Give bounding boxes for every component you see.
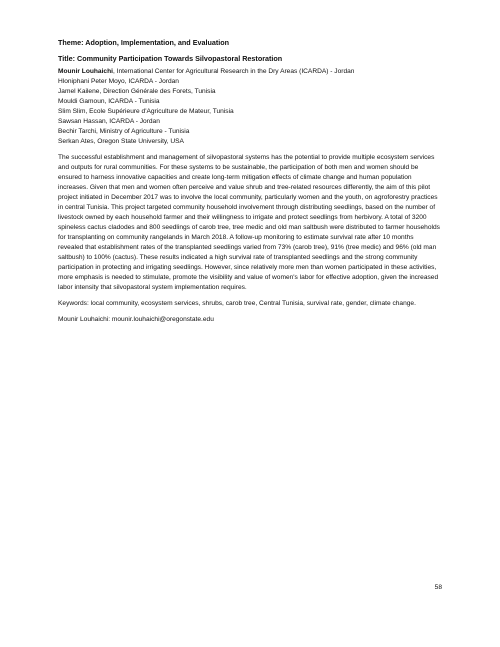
contact-email: Mounir Louhaichi: mounir.louhaichi@oregonstate.edu — [58, 316, 214, 323]
theme-heading: Theme: Adoption, Implementation, and Evaluation — [58, 38, 230, 47]
coauthor: Jamel Kailene, Direction Générale des Forets, Tunisia — [58, 88, 216, 95]
paper-title: Title: Community Participation Towards Silvopastoral Restoration — [58, 54, 283, 63]
lead-author — [58, 67, 440, 77]
coauthor: Slim Slim, Ecole Supérieure d'Agriculture de Mateur, Tunisia — [58, 108, 234, 115]
lead-author-name: Mounir Louhaichi — [58, 68, 113, 75]
coauthor: Mouldi Gamoun, ICARDA - Tunisia — [58, 98, 160, 105]
abstract-text: The successful establishment and management of silvopastoral systems has the potential to provide multiple ecosystem services and outputs for rural communities. For these systems to be sustainable, the participation of both men and women should be ensured to harness innovative capacities and create long-term mitigation effects of climate change and human population increases. Given that men and women often perceive and value shrub and tree-related resources differently, the aim of this pilot project initiated in December 2017 was to involve the local community, particularly women and the youth, on agroforestry practices in central Tunisia. This project targeted community household involvement through distributing seedlings, based on the number of livestock owned by each household farmer and their willingness to irrigate and protect seedlings from herbivory. A total of 3200 spineless cactus cladodes and 800 seedlings of carob tree, tree medic and old man saltbush were distributed to farmer households for transplanting on community rangelands in March 2018. A follow-up monitoring to estimate survival rate after 10 months revealed that establishment rates of the transplanted seedlings varied from 73% (carob tree), 91% (tree medic) and 96% (old man saltbush) to 100% (cactus). These results indicated a high survival rate of transplanted seedlings and the strong community participation in protecting and irrigating seedlings. However, since relatively more men than women participated in these activities, more emphasis is needed to stimulate, promote the visibility and value of women's labor for effective adoption, given the increased labor intensity that silvopastoral system implementation requires. — [58, 154, 440, 291]
keywords-text: Keywords: local community, ecosystem services, shrubs, carob tree, Central Tunisia, survival rate, gender, climate change. — [58, 300, 416, 307]
document-page — [58, 38, 440, 331]
coauthor: Sawsan Hassan, ICARDA - Jordan — [58, 118, 160, 125]
coauthor: Bechir Tarchi, Ministry of Agriculture - Tunisia — [58, 128, 190, 135]
author-list — [58, 67, 440, 147]
page-number: 58 — [434, 584, 442, 591]
coauthor: Serkan Ates, Oregon State University, USA — [58, 138, 184, 145]
coauthor: Hloniphani Peter Moyo, ICARDA - Jordan — [58, 78, 179, 85]
lead-author-affiliation: , International Center for Agricultural Research in the Dry Areas (ICARDA) - Jordan — [112, 68, 355, 75]
